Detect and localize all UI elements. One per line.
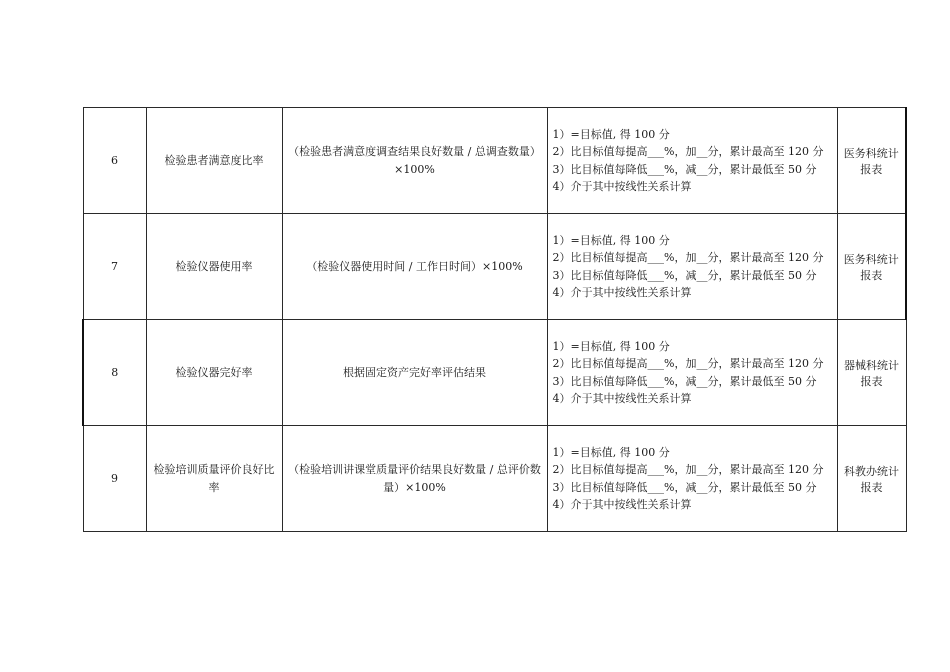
scoring-rule: 4）介于其中按线性关系计算	[552, 391, 692, 405]
scoring-rules	[547, 214, 837, 320]
indicator-name: 检验患者满意度比率	[146, 108, 282, 214]
row-number: 9	[83, 426, 146, 532]
scoring-rule: 2）比目标值每提高___%，加__分，累计最高至 120 分	[552, 251, 824, 265]
row-number: 6	[83, 108, 146, 214]
scoring-rule: 3）比目标值每降低___%，减__分，累计最低至 50 分	[552, 162, 817, 176]
scoring-rule: 3）比目标值每降低___%，减__分，累计最低至 50 分	[552, 374, 817, 388]
table-row	[83, 214, 906, 320]
indicator-formula: （检验患者满意度调查结果良好数量 / 总调查数量）×100%	[282, 108, 547, 214]
scoring-rules	[547, 426, 837, 532]
scoring-rule: 2）比目标值每提高___%，加__分，累计最高至 120 分	[552, 145, 824, 159]
row-number: 7	[83, 214, 146, 320]
table-row	[83, 108, 906, 214]
data-source: 医务科统计报表	[837, 214, 906, 320]
scoring-rule: 1）=目标值, 得 100 分	[552, 445, 670, 459]
data-source: 器械科统计报表	[837, 320, 906, 426]
scoring-rule: 1）=目标值, 得 100 分	[552, 127, 670, 141]
scoring-rule: 4）介于其中按线性关系计算	[552, 497, 692, 511]
scoring-rules	[547, 320, 837, 426]
indicator-formula: （检验培训讲课堂质量评价结果良好数量 / 总评价数量）×100%	[282, 426, 547, 532]
scoring-rule: 3）比目标值每降低___%，减__分，累计最低至 50 分	[552, 480, 817, 494]
scoring-rule: 1）=目标值, 得 100 分	[552, 339, 670, 353]
scoring-rule: 4）介于其中按线性关系计算	[552, 285, 692, 299]
scoring-rule: 3）比目标值每降低___%，减__分，累计最低至 50 分	[552, 268, 817, 282]
scoring-rule: 1）=目标值, 得 100 分	[552, 233, 670, 247]
kpi-table	[82, 107, 907, 532]
indicator-formula: 根据固定资产完好率评估结果	[282, 320, 547, 426]
scoring-rule: 2）比目标值每提高___%，加__分，累计最高至 120 分	[552, 357, 824, 371]
indicator-name: 检验仪器使用率	[146, 214, 282, 320]
table-row	[83, 426, 906, 532]
indicator-name: 检验仪器完好率	[146, 320, 282, 426]
row-number: 8	[83, 320, 146, 426]
indicator-name: 检验培训质量评价良好比率	[146, 426, 282, 532]
scoring-rule: 2）比目标值每提高___%，加__分，累计最高至 120 分	[552, 463, 824, 477]
table-row	[83, 320, 906, 426]
scoring-rule: 4）介于其中按线性关系计算	[552, 179, 692, 193]
data-source: 医务科统计报表	[837, 108, 906, 214]
indicator-formula: （检验仪器使用时间 / 工作日时间）×100%	[282, 214, 547, 320]
scoring-rules	[547, 108, 837, 214]
data-source: 科教办统计报表	[837, 426, 906, 532]
